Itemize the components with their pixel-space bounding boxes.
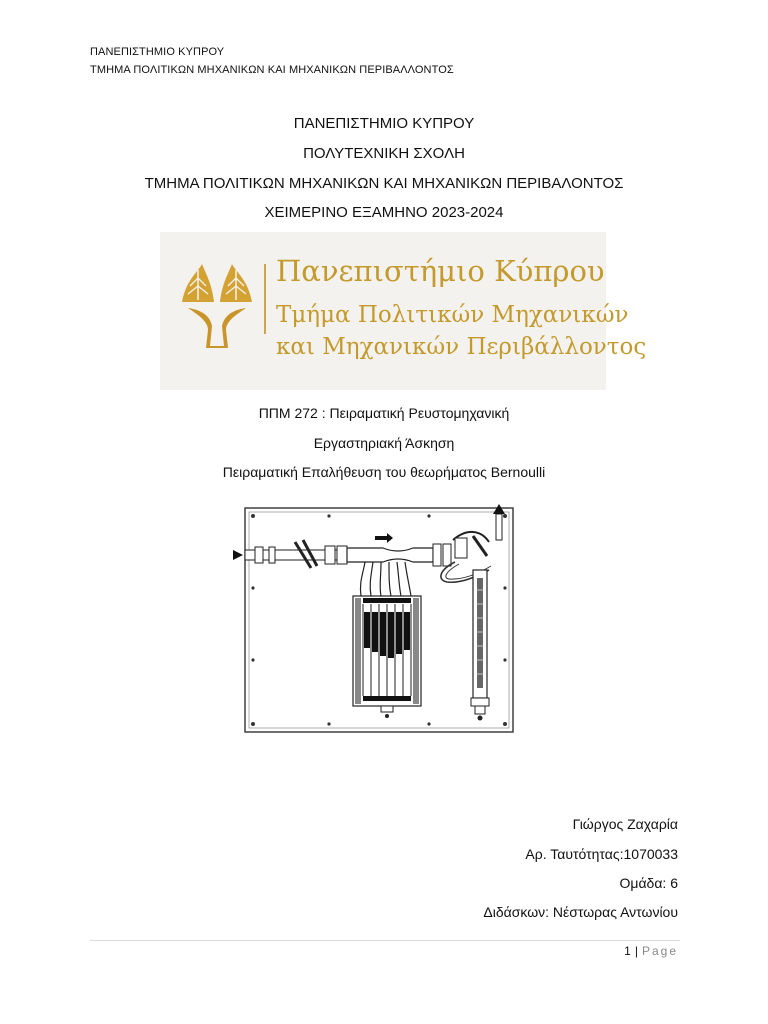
- title-university: ΠΑΝΕΠΙΣΤΗΜΙΟ ΚΥΠΡΟΥ: [293, 115, 475, 132]
- footer-divider: [90, 940, 680, 941]
- title-department: ΤΜΗΜΑ ΠΟΛΙΤΙΚΩΝ ΜΗΧΑΝΙΚΩΝ ΚΑΙ ΜΗΧΑΝΙΚΩΝ ΠΕΡΙΒΑΛΟΝΤΟΣ: [144, 175, 624, 192]
- course-code: ΠΠΜ 272 : Πειραματική Ρευστομηχανική: [258, 405, 510, 421]
- page-footer: [624, 944, 678, 958]
- author-name: Γιώργος Ζαχαρία: [572, 816, 678, 832]
- bernoulli-apparatus-figure: [233, 500, 525, 736]
- logo-separator: [264, 264, 266, 334]
- author-group: Ομάδα: 6: [619, 875, 678, 891]
- page-separator: |: [634, 944, 638, 958]
- header-university: ΠΑΝΕΠΙΣΤΗΜΙΟ ΚΥΠΡΟΥ: [90, 46, 225, 58]
- page-number: 1: [624, 944, 631, 958]
- title-school: ΠΟΛΥΤΕΧΝΙΚΗ ΣΧΟΛΗ: [303, 145, 465, 162]
- logo-department-line2: και Μηχανικών Περιβάλλοντος: [276, 334, 647, 360]
- logo-university-name: Πανεπιστήμιο Κύπρου: [276, 254, 605, 288]
- header-department: ΤΜΗΜΑ ΠΟΛΙΤΙΚΩΝ ΜΗΧΑΝΙΚΩΝ ΚΑΙ ΜΗΧΑΝΙΚΩΝ ΠΕΡΙΒΑΛΛΟΝΤΟΣ: [90, 64, 454, 76]
- university-logo: [160, 232, 647, 390]
- tree-emblem-icon: [172, 250, 262, 360]
- page-label: Page: [641, 944, 678, 958]
- author-id: Αρ. Ταυτότητας:1070033: [525, 846, 678, 862]
- logo-department-line1: Τμήμα Πολιτικών Μηχανικών: [276, 302, 629, 328]
- title-semester: ΧΕΙΜΕΡΙΝΟ ΕΞΑΜΗΝΟ 2023-2024: [264, 204, 504, 221]
- course-type: Εργαστηριακή Άσκηση: [313, 435, 455, 451]
- author-instructor: Διδάσκων: Νέστωρας Αντωνίου: [483, 904, 678, 920]
- course-topic: Πειραματική Επαλήθευση του θεωρήματος Bernoulli: [222, 464, 546, 480]
